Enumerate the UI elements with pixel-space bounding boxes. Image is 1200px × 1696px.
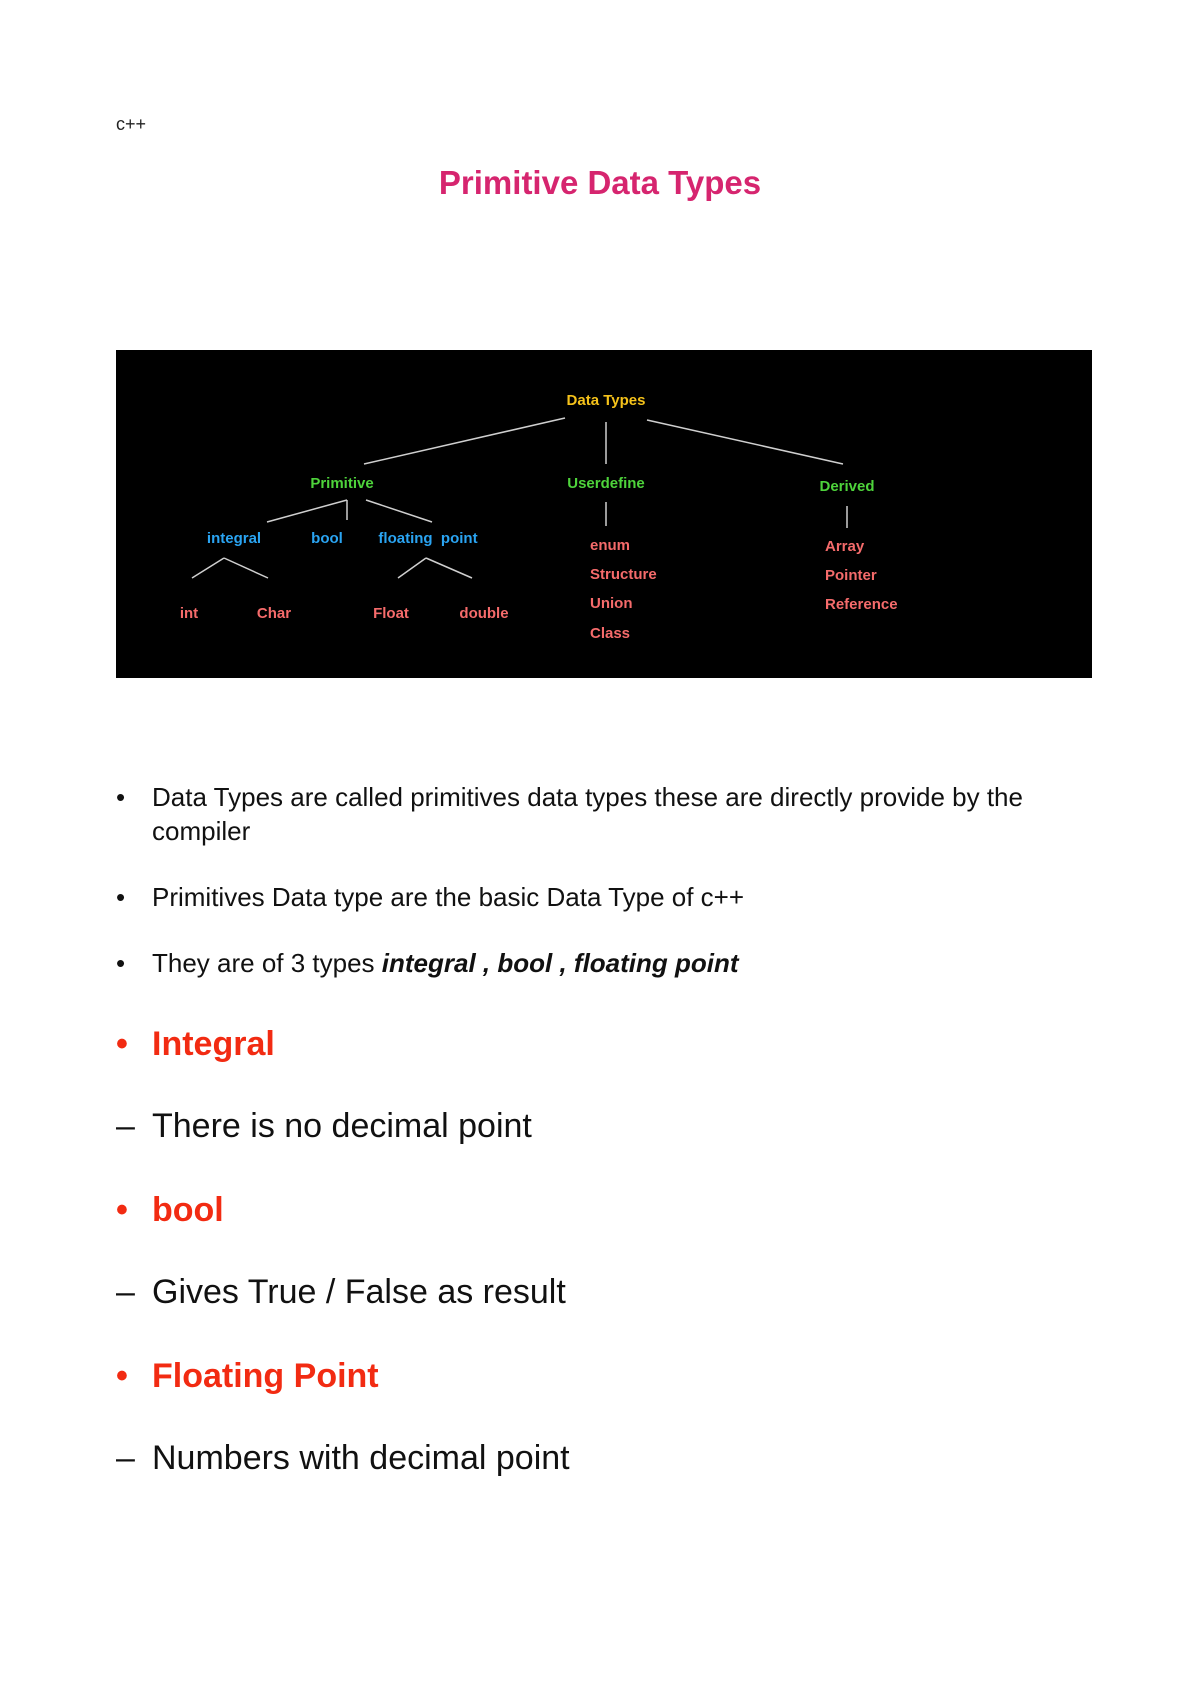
- tree-diagram-svg: [116, 350, 1092, 678]
- node-union: Union: [590, 595, 633, 612]
- bullet-text-prefix: They are of 3 types: [152, 948, 382, 978]
- section-heading-text: Integral: [152, 1025, 275, 1063]
- node-data-types: Data Types: [566, 392, 646, 409]
- connector-primitive-integral: [267, 500, 347, 522]
- node-structure: Structure: [590, 566, 657, 583]
- node-integral: integral: [206, 530, 262, 547]
- node-primitive: Primitive: [310, 475, 374, 492]
- section-heading-text: Floating Point: [152, 1357, 379, 1395]
- bullet-text: [152, 946, 1096, 980]
- node-double: double: [459, 605, 509, 622]
- bullet-item: [116, 880, 1096, 914]
- section-heading-text: bool: [152, 1191, 224, 1229]
- node-array: Array: [825, 538, 865, 555]
- node-floating-point: floating point: [378, 530, 478, 547]
- section-description: [116, 1272, 1096, 1312]
- page-title: Primitive Data Types: [438, 164, 762, 201]
- connector-primitive-floating: [366, 500, 432, 522]
- section-description-text: There is no decimal point: [152, 1107, 532, 1145]
- node-class: Class: [590, 625, 631, 642]
- node-reference: Reference: [825, 596, 898, 613]
- dash-mark: –: [116, 1439, 135, 1477]
- node-float: Float: [373, 605, 409, 622]
- heading-bullet-mark: •: [116, 1025, 128, 1063]
- bullet-mark: •: [116, 882, 126, 912]
- node-derived: Derived: [819, 478, 875, 495]
- node-userdefine: Userdefine: [567, 475, 645, 492]
- connector-floating-float: [398, 558, 426, 578]
- node-char: Char: [256, 605, 292, 622]
- section-heading-integral: [116, 1024, 1096, 1064]
- node-enum: enum: [590, 537, 631, 554]
- section-description-text: Numbers with decimal point: [152, 1439, 570, 1477]
- bullet-item: [116, 946, 1096, 980]
- dash-mark: –: [116, 1107, 135, 1145]
- bullet-item: [116, 780, 1096, 848]
- page-label: c++: [116, 114, 147, 134]
- section-description-text: Gives True / False as result: [152, 1273, 566, 1311]
- node-pointer: Pointer: [825, 567, 877, 584]
- section-description: [116, 1438, 1096, 1478]
- heading-bullet-mark: •: [116, 1191, 128, 1229]
- connector-root-derived: [647, 420, 843, 464]
- section-description: [116, 1106, 1096, 1146]
- node-bool: bool: [311, 530, 343, 547]
- bullet-mark: •: [116, 948, 126, 978]
- connector-integral-int: [192, 558, 224, 578]
- heading-bullet-mark: •: [116, 1357, 128, 1395]
- bullet-text: Primitives Data type are the basic Data Type of c++: [152, 882, 745, 912]
- section-heading-bool: [116, 1190, 1096, 1230]
- connector-floating-double: [426, 558, 472, 578]
- data-types-diagram: [116, 350, 1092, 678]
- dash-mark: –: [116, 1273, 135, 1311]
- node-int: int: [179, 605, 199, 622]
- section-heading-floating-point: [116, 1356, 1096, 1396]
- bullet-text: Data Types are called primitives data types these are directly provide by the compiler: [152, 782, 1023, 846]
- connector-root-primitive: [364, 418, 565, 464]
- connector-integral-char: [224, 558, 268, 578]
- bullet-mark: •: [116, 782, 126, 812]
- bullet-text-emphasis: integral , bool , floating point: [381, 948, 739, 978]
- tree-connectors: [192, 418, 847, 578]
